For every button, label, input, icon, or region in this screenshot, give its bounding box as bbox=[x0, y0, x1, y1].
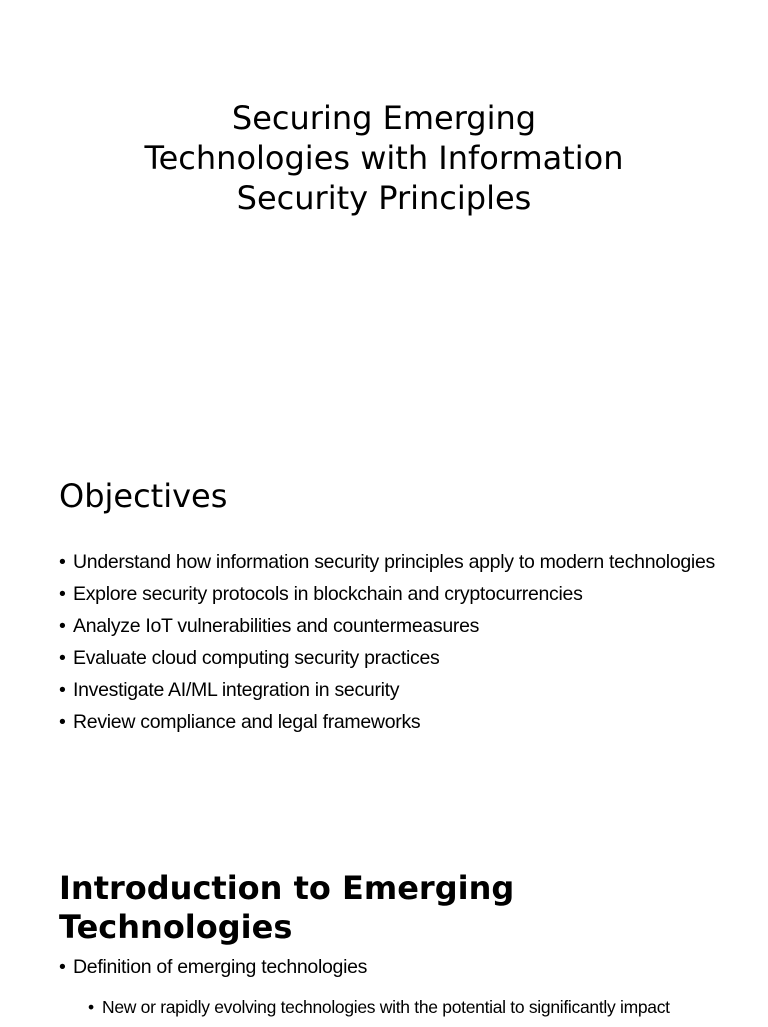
objectives-list bbox=[59, 550, 739, 742]
list-item: • Investigate AI/ML integration in security bbox=[59, 678, 739, 702]
title-line: Technologies with Information bbox=[144, 139, 624, 177]
list-item: • Definition of emerging technologies bbox=[59, 955, 739, 979]
objectives-heading: Objectives bbox=[59, 477, 228, 515]
title-line: Securing Emerging bbox=[231, 99, 537, 137]
slide-title bbox=[0, 98, 768, 218]
list-item: • Explore security protocols in blockchain and cryptocurrencies bbox=[59, 582, 739, 606]
list-item: • Understand how information security principles apply to modern technologies bbox=[59, 550, 739, 574]
list-item: • Review compliance and legal frameworks bbox=[59, 710, 739, 734]
intro-list bbox=[59, 955, 739, 1027]
heading-line: Technologies bbox=[59, 908, 293, 946]
list-item: • Analyze IoT vulnerabilities and countermeasures bbox=[59, 614, 739, 638]
sub-list-item: • New or rapidly evolving technologies with the potential to significantly impact bbox=[88, 995, 739, 1019]
intro-heading bbox=[59, 869, 514, 947]
heading-line: Introduction to Emerging bbox=[59, 869, 515, 907]
title-line: Security Principles bbox=[236, 179, 532, 217]
list-item: • Evaluate cloud computing security practices bbox=[59, 646, 739, 670]
